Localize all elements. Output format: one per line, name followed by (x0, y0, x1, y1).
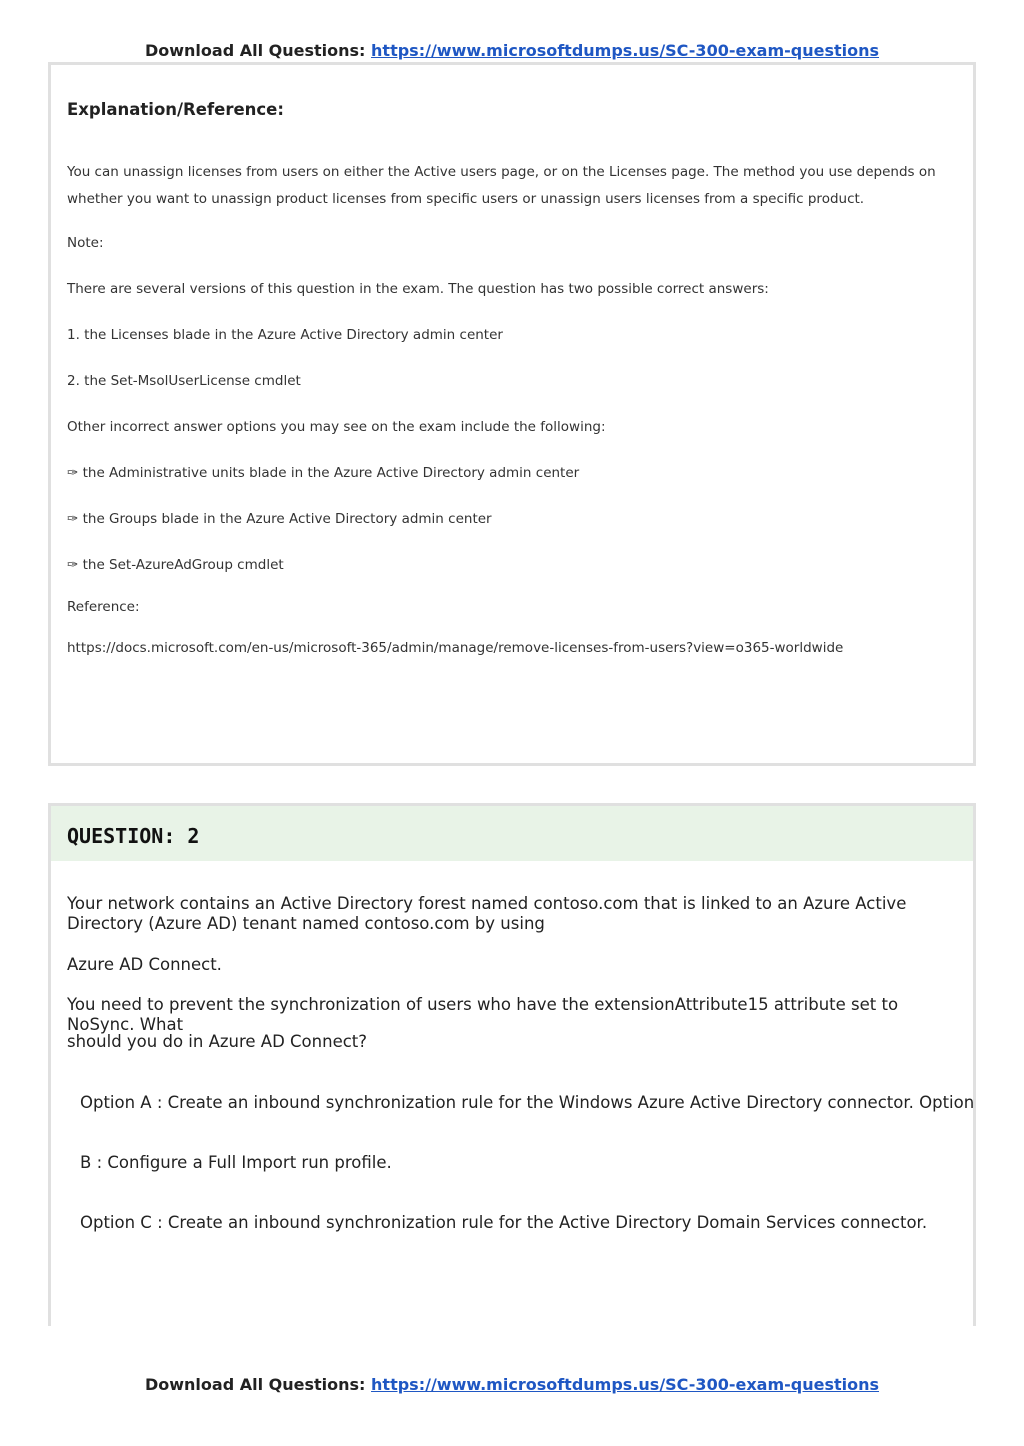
question-text-1: Your network contains an Active Directory forest named contoso.com that is linked to an Azure Active Directory (Azure AD) tenant named contoso.com by using (67, 894, 907, 933)
question-panel (48, 803, 976, 1326)
option-b[interactable]: B : Configure a Full Import run profile. (80, 1153, 392, 1172)
explanation-title: Explanation/Reference: (67, 100, 284, 119)
reference-url[interactable]: https://docs.microsoft.com/en-us/microsoft-365/admin/manage/remove-licenses-from-users?view=o365-worldwide (67, 640, 844, 656)
explanation-paragraph: You can unassign licenses from users on either the Active users page, or on the Licenses page. The method you use depends on whether you want to unassign product licenses from specific users or unassign users licenses from a specific product. (67, 164, 936, 207)
incorrect-option-3: ✑ the Set-AzureAdGroup cmdlet (67, 557, 284, 573)
note-text: There are several versions of this question in the exam. The question has two possible correct answers: (67, 281, 769, 297)
incorrect-intro: Other incorrect answer options you may see on the exam include the following: (67, 419, 606, 435)
incorrect-option-2: ✑ the Groups blade in the Azure Active Directory admin center (67, 511, 492, 527)
correct-answer-1: 1. the Licenses blade in the Azure Active Directory admin center (67, 327, 503, 343)
question-title-bar (51, 806, 973, 861)
header-label: Download All Questions: (144, 41, 366, 60)
question-text-2: Azure AD Connect. (67, 955, 222, 974)
correct-answer-2: 2. the Set-MsolUserLicense cmdlet (67, 373, 301, 389)
footer-label: Download All Questions: (144, 1375, 366, 1394)
reference-label: Reference: (67, 599, 140, 615)
header-download (0, 41, 1024, 60)
question-text-3: You need to prevent the synchronization of users who have the extensionAttribute15 attribute set to NoSync. What (67, 995, 899, 1034)
option-c[interactable]: Option C : Create an inbound synchronization rule for the Active Directory Domain Services connector. (80, 1213, 928, 1232)
footer-download-link[interactable]: https://www.microsoftdumps.us/SC-300-exam-questions (371, 1375, 880, 1394)
question-title: QUESTION: 2 (67, 824, 200, 848)
explanation-panel (48, 62, 976, 766)
note-label: Note: (67, 235, 104, 251)
footer-download (0, 1375, 1024, 1394)
incorrect-option-1: ✑ the Administrative units blade in the Azure Active Directory admin center (67, 465, 580, 481)
option-a[interactable]: Option A : Create an inbound synchronization rule for the Windows Azure Active Directory connector. Option (80, 1093, 975, 1112)
header-download-link[interactable]: https://www.microsoftdumps.us/SC-300-exam-questions (371, 41, 880, 60)
question-text-4: should you do in Azure AD Connect? (67, 1032, 368, 1051)
